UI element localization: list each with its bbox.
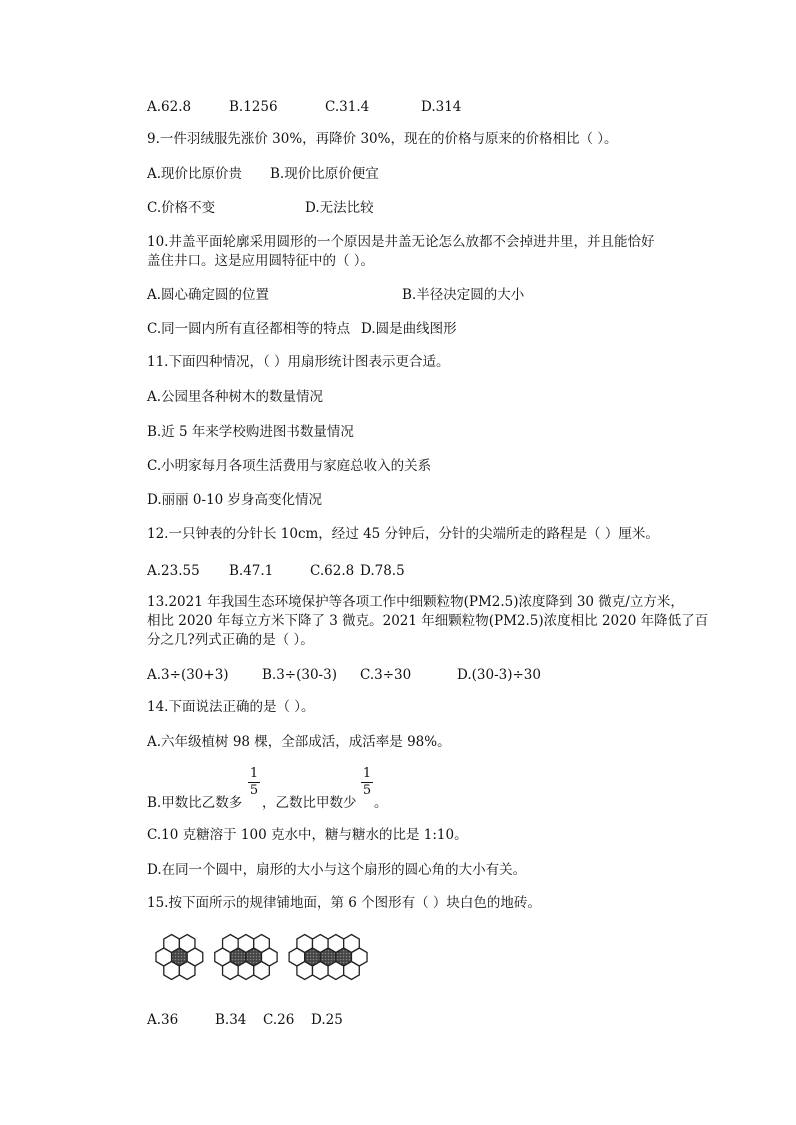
q14-option-d: D.在同一个圆中，扇形的大小与这个扇形的圆心角的大小有关。 (147, 862, 527, 878)
hexagon-tile-pattern (150, 925, 470, 985)
q10-option-d: D.圆是曲线图形 (361, 321, 457, 337)
q13-option-b: B.3÷(30-3) (262, 667, 337, 683)
white-hex-tile (313, 935, 329, 953)
q11-stem: 11.下面四种情况，（ ）用扇形统计图表示更合适。 (147, 354, 450, 370)
q12-option-d: D.78.5 (360, 563, 405, 579)
q14-option-b-part1: B.甲数比乙数多 (147, 795, 243, 811)
q10-option-a: A.圆心确定圆的位置 (147, 287, 270, 303)
q13-option-a: A.3÷(30+3) (147, 667, 229, 683)
q14-stem: 14.下面说法正确的是（ ）。 (147, 699, 315, 715)
q9-stem: 9.一件羽绒服先涨价 30%，再降价 30%，现在的价格与原来的价格相比（ ）。 (147, 131, 618, 147)
white-hex-tile (254, 962, 270, 980)
q12-option-a: A.23.55 (147, 563, 200, 579)
q14-option-a: A.六年级植树 98 棵，全部成活，成活率是 98%。 (147, 734, 451, 750)
q8-option-b: B.1256 (229, 99, 278, 115)
q8-option-c: C.31.4 (325, 99, 370, 115)
white-hex-tile (254, 935, 270, 953)
white-hex-tile (297, 962, 313, 980)
white-hex-tile (164, 935, 180, 953)
white-hex-tile (238, 935, 254, 953)
tile-figure-3 (289, 935, 367, 980)
tile-figure-1 (156, 935, 203, 980)
white-hex-tile (328, 935, 344, 953)
q14-option-b-part3: 。 (374, 795, 388, 811)
q11-option-b: B.近 5 年来学校购进图书数量情况 (147, 424, 354, 440)
q9-option-a: A.现价比原价贵 (147, 166, 243, 182)
white-hex-tile (297, 935, 313, 953)
q12-stem: 12.一只钟表的分针长 10cm，经过 45 分钟后，分针的尖端所走的路程是（ ）厘米。 (147, 526, 659, 542)
white-hex-tile (223, 962, 239, 980)
q14-fraction-1 (248, 767, 260, 798)
q9-option-d: D.无法比较 (305, 200, 374, 216)
q10-option-c: C.同一圆内所有直径都相等的特点 (147, 321, 351, 337)
q12-option-c: C.62.8 (310, 563, 355, 579)
q13-option-c: C.3÷30 (360, 667, 412, 683)
q15-option-a: A.36 (147, 1012, 179, 1028)
q9-option-c: C.价格不变 (147, 200, 216, 216)
q8-option-a: A.62.8 (147, 99, 192, 115)
white-hex-tile (238, 962, 254, 980)
white-hex-tile (344, 935, 360, 953)
q11-option-c: C.小明家每月各项生活费用与家庭总收入的关系 (147, 458, 432, 474)
q15-option-b: B.34 (215, 1012, 247, 1028)
q10-stem-line1: 10.井盖平面轮廓采用圆形的一个原因是井盖无论怎么放都不会掉进井里，并且能恰好 (147, 234, 655, 250)
q15-option-d: D.25 (311, 1012, 343, 1028)
q10-option-b: B.半径决定圆的大小 (402, 287, 525, 303)
q14-option-c: C.10 克糖溶于 100 克水中，糖与糖水的比是 1:10。 (147, 827, 468, 843)
q9-option-b: B.现价比原价便宜 (270, 166, 379, 182)
fraction-numerator: 1 (249, 766, 259, 781)
white-hex-tile (179, 962, 195, 980)
white-hex-tile (223, 935, 239, 953)
fraction-numerator: 1 (362, 766, 372, 781)
q14-fraction-2 (361, 767, 373, 798)
q13-option-d: D.(30-3)÷30 (457, 667, 541, 683)
q11-option-d: D.丽丽 0-10 岁身高变化情况 (147, 492, 323, 508)
fraction-denominator: 5 (249, 783, 259, 798)
q15-stem: 15.按下面所示的规律铺地面，第 6 个图形有（ ）块白色的地砖。 (147, 895, 541, 911)
fraction-denominator: 5 (362, 783, 372, 798)
q13-stem-line2: 相比 2020 年每立方米下降了 3 微克。2021 年细颗粒物(PM2.5)浓度相比 2020 年降低了百 (147, 613, 709, 629)
white-hex-tile (164, 962, 180, 980)
q10-stem-line2: 盖住井口。这是应用圆特征中的（ ）。 (147, 253, 375, 269)
q11-option-a: A.公园里各种树木的数量情况 (147, 389, 324, 405)
q15-option-c: C.26 (263, 1012, 295, 1028)
q12-option-b: B.47.1 (229, 563, 274, 579)
q13-stem-line1: 13.2021 年我国生态环境保护等各项工作中细颗粒物(PM2.5)浓度降到 30 微克/立方米， (147, 594, 684, 610)
q8-option-d: D.314 (421, 99, 462, 115)
tile-figure-2 (215, 935, 277, 980)
q14-option-b-part2: ，乙数比甲数少 (262, 795, 357, 811)
white-hex-tile (328, 962, 344, 980)
q13-stem-line3: 分之几?列式正确的是（ ）。 (147, 632, 314, 648)
white-hex-tile (313, 962, 329, 980)
white-hex-tile (179, 935, 195, 953)
white-hex-tile (344, 962, 360, 980)
